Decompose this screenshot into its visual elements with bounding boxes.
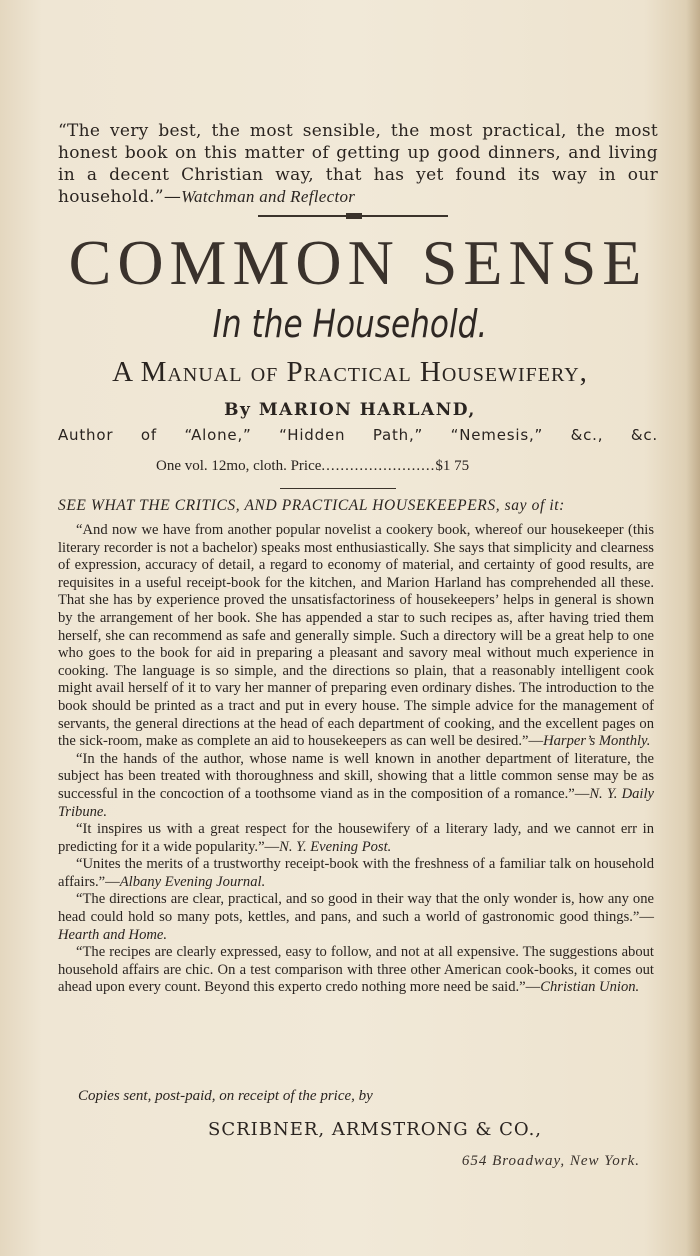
price-leader-dots: ........................ bbox=[321, 458, 436, 474]
review-source: Harper’s Monthly. bbox=[543, 733, 651, 750]
reviews-list bbox=[58, 522, 654, 997]
review-item bbox=[58, 522, 654, 751]
section-divider bbox=[280, 488, 396, 489]
price-label: One vol. 12mo, cloth. Price bbox=[156, 458, 322, 474]
review-text: “In the hands of the author, whose name is well known in another department of literature, the subject has been treated with thoroughness and skill, showing that a little common sense may be as successful in the concoction of a toothsome viand as in the composition of a romance.”— bbox=[58, 750, 654, 802]
review-source: N. Y. Daily Tribune. bbox=[58, 785, 654, 820]
manual-title: A Manual of Practical Housewifery, bbox=[112, 356, 588, 388]
ornamental-rule bbox=[258, 215, 448, 217]
critics-heading bbox=[58, 495, 668, 517]
review-text: “It inspires us with a great respect for the housewifery of a literary lady, and we cannot err in predicting for it a wide popularity.”— bbox=[58, 821, 654, 855]
review-text: “Unites the merits of a trustworthy receipt-book with the freshness of a familiar talk on household affairs.”— bbox=[58, 856, 654, 890]
review-source: Albany Evening Journal. bbox=[119, 873, 266, 890]
epigraph-quote bbox=[58, 120, 658, 208]
critics-heading-main: SEE WHAT THE CRITICS, AND PRACTICAL HOUSEKEEPERS, bbox=[58, 497, 501, 514]
publisher-address: 654 Broadway, New York. bbox=[461, 1153, 640, 1169]
publisher-name: SCRIBNER, ARMSTRONG & CO., bbox=[207, 1119, 543, 1140]
price-line bbox=[156, 456, 576, 476]
review-text: “The directions are clear, practical, and so good in their way that the only wonder is, how any one head could hold so many pots, kettles, and pans, and such a world of gastronomic good things.”— bbox=[58, 891, 654, 926]
review-item bbox=[58, 891, 654, 944]
review-source: N. Y. Evening Post. bbox=[279, 838, 392, 855]
epigraph-text: “The very best, the most sensible, the most practical, the most honest book on this matter of getting up good dinners, and living in a decent Christian way, that has yet found its way in our household.”— bbox=[58, 121, 658, 207]
review-item bbox=[58, 751, 654, 821]
review-item bbox=[58, 944, 654, 997]
review-item bbox=[58, 821, 654, 856]
review-text: “The recipes are clearly expressed, easy to follow, and not at all expensive. The suggestions about household affairs are chic. On a test comparison with three other American cook-books, it comes out ahead upon every count. Beyond this experto credo nothing more need be said.”— bbox=[58, 944, 654, 996]
epigraph-source: Watchman and Reflector bbox=[181, 187, 356, 206]
book-subtitle: In the Household. bbox=[212, 302, 488, 346]
book-title: COMMON SENSE bbox=[68, 227, 648, 298]
author-other-works: Author of “Alone,” “Hidden Path,” “Nemesis,” &c., &c. bbox=[58, 426, 658, 444]
page-gutter-shadow bbox=[686, 0, 700, 1256]
author-byline: By MARION HARLAND, bbox=[224, 400, 476, 420]
critics-heading-tail: say of it: bbox=[504, 497, 565, 514]
review-source: Hearth and Home. bbox=[58, 926, 168, 943]
review-item bbox=[58, 856, 654, 891]
review-source: Christian Union. bbox=[540, 979, 640, 996]
price-value: $1 75 bbox=[435, 458, 470, 474]
copies-note: Copies sent, post-paid, on receipt of the price, by bbox=[78, 1088, 373, 1104]
review-text: “And now we have from another popular novelist a cookery book, whereof our housekeeper (this literary recorder is not a bachelor) speaks most enthusiastically. She says that simplicity and clearness of expression, accuracy of detail, a regard to economy of material, and certainty of good results, are requisites in a useful receipt-book for the kitchen, and Marion Harland has comprehended all these. That she has by experience proved the unsatisfactoriness of housekeepers’ helps in general is shown by the arrangement of her book. She has appended a star to such recipes as, after having tried them herself, she can recommend as safe and generally simple. Such a directory will be a great help to one who goes to the book for aid in preparing a pleasant and savory meal without much experience in cooking. The language is so simple, and the directions so plain, that a reasonably intelligent cook might avail herself of it to vary her manner of preparing even ordinary dishes. The introduction to the book should be printed as a tract and put in every house. The simple advice for the management of servants, the general directions at the head of each department of cooking, and the excellent pages on the sick-room, make as complete an aid to housekeepers as can well be desired.”— bbox=[58, 522, 654, 750]
